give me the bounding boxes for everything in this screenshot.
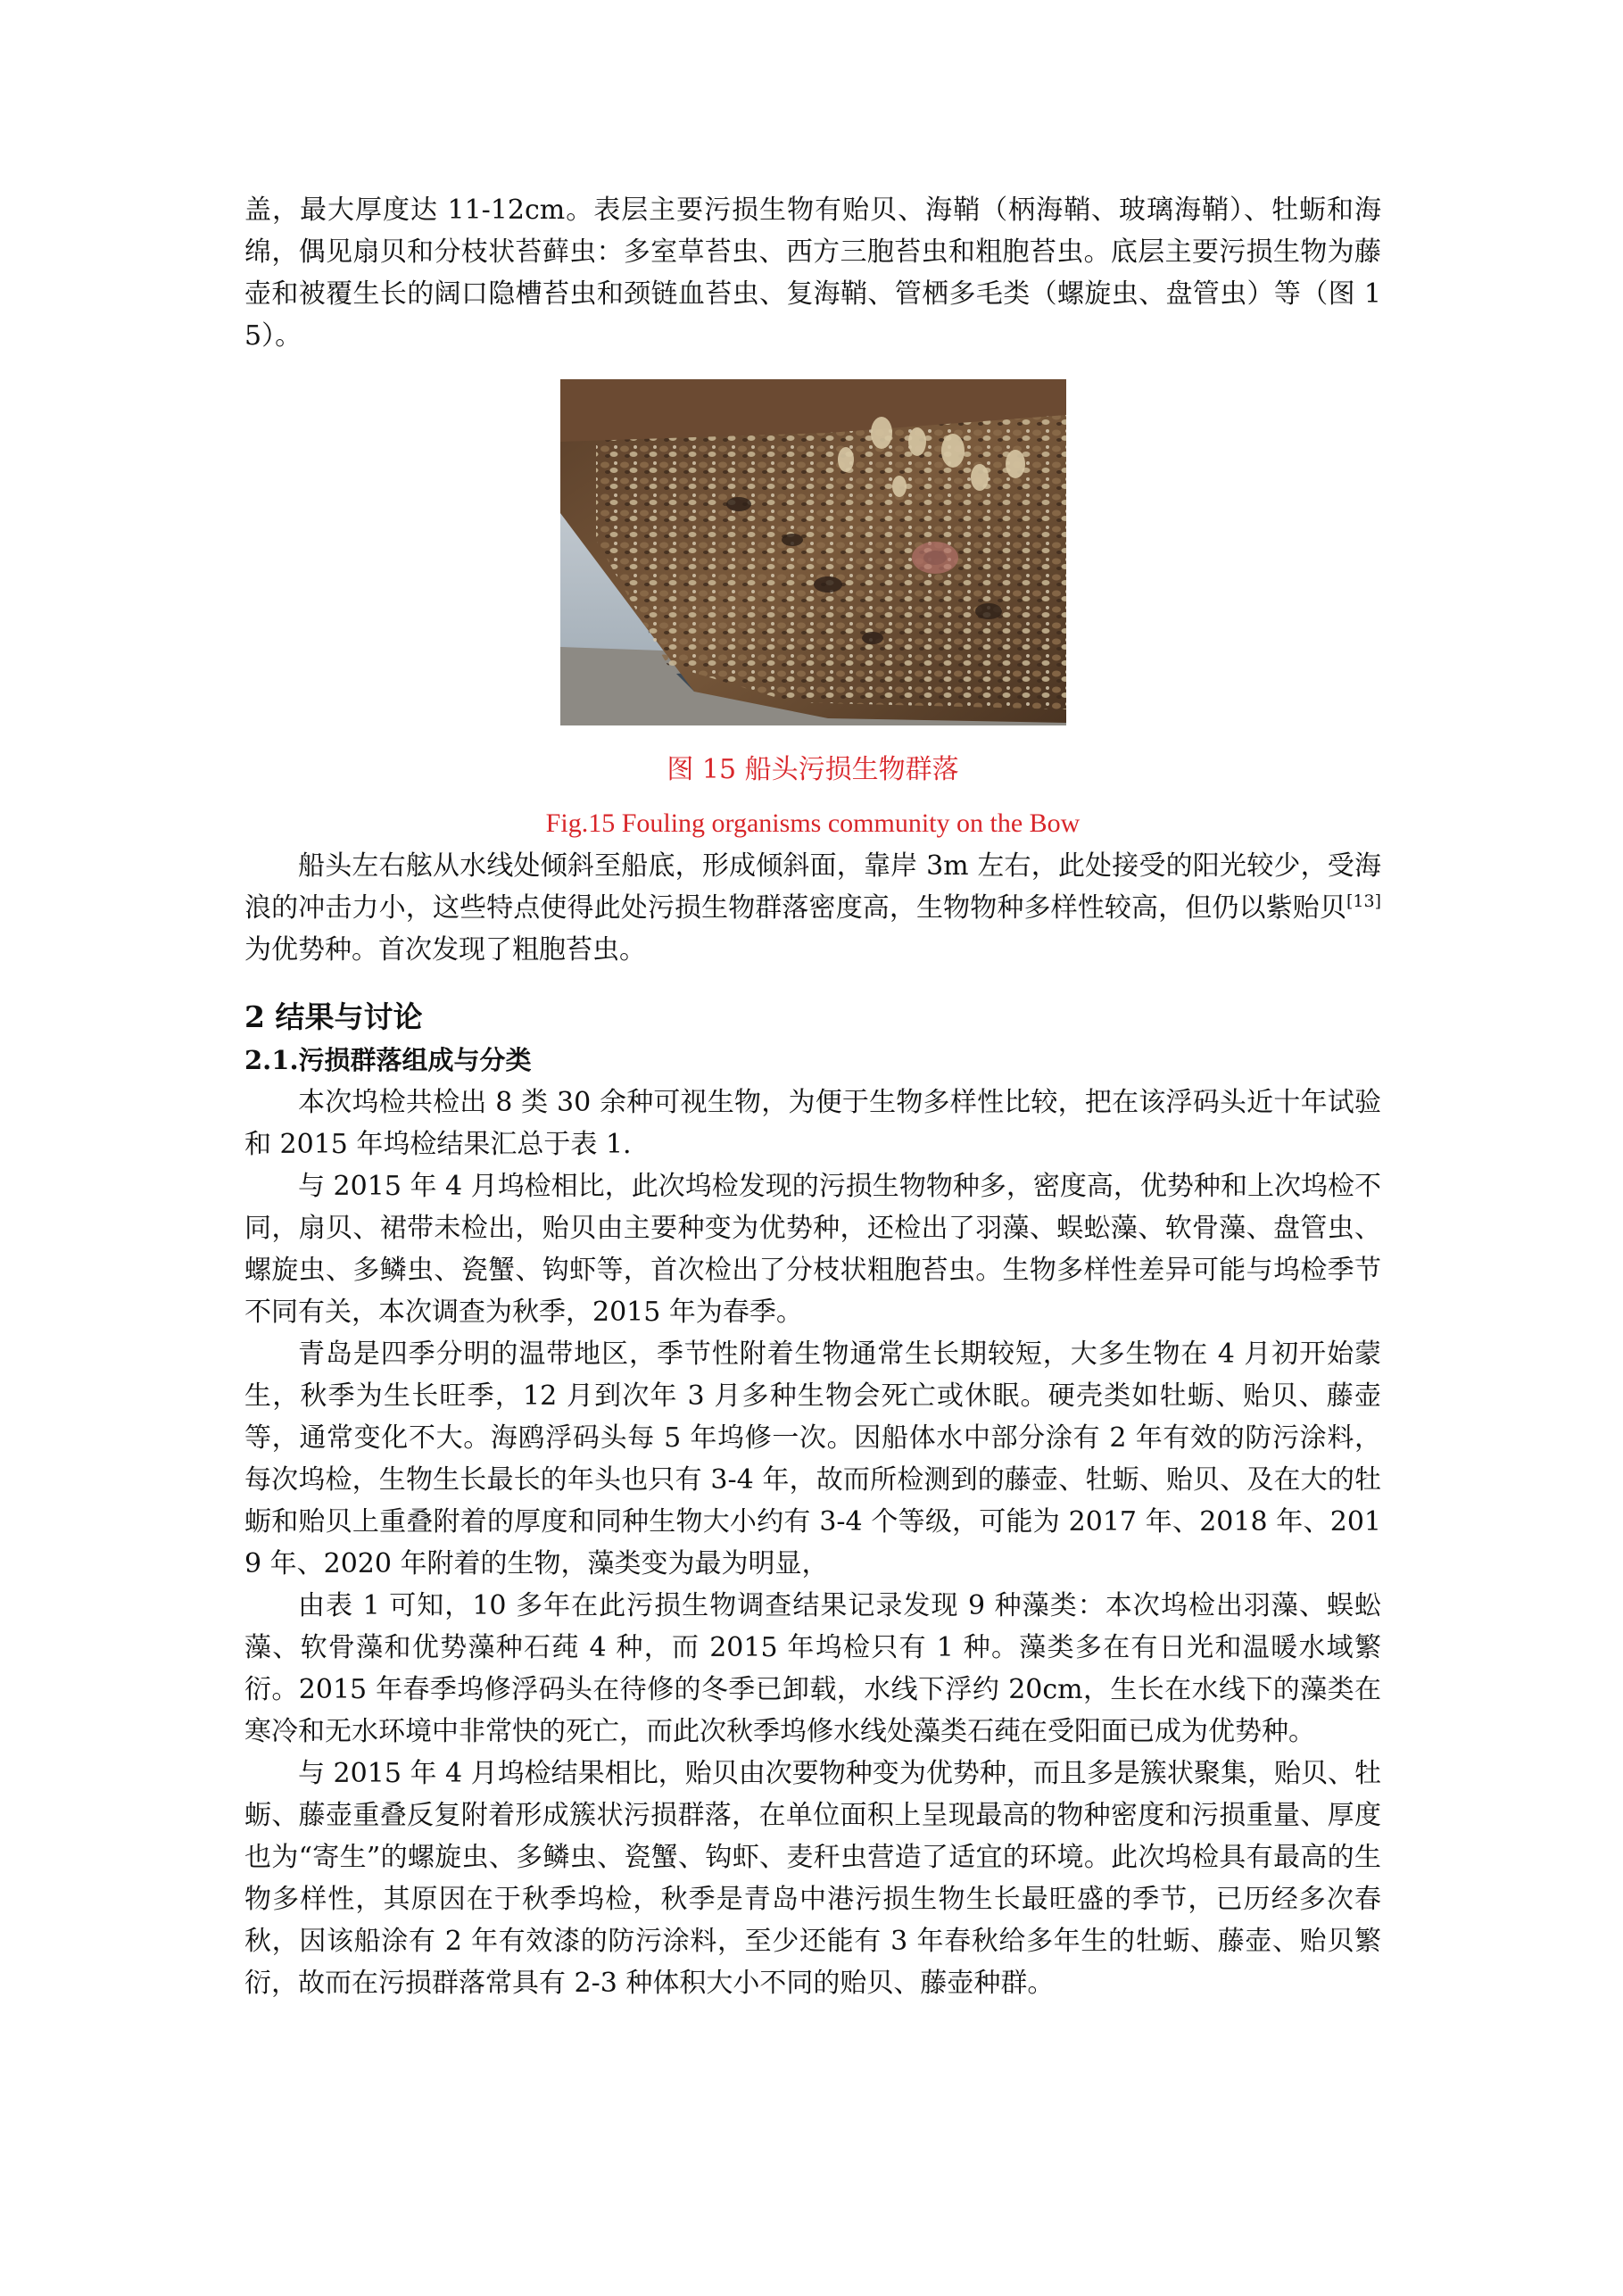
body-paragraph: 与 2015 年 4 月坞检相比，此次坞检发现的污损生物物种多，密度高，优势种和上次坞检不同，扇贝、裙带未检出，贻贝由主要种变为优势种，还检出了羽藻、蜈蚣藻、软骨藻、盘管虫、螺旋虫、多鳞虫、瓷蟹、钩虾等，首次检出了分枝状粗胞苔虫。生物多样性差异可能与坞检季节不同有关，本次调查为秋季，2015 年为春季。 [244, 1171, 1381, 1328]
section-heading: 2 结果与讨论 [244, 999, 423, 1034]
body-paragraph: 由表 1 可知，10 多年在此污损生物调查结果记录发现 9 种藻类：本次坞检出羽藻、蜈蚣藻、软骨藻和优势藻种石莼 4 种，而 2015 年坞检只有 1 种。藻类多在有日光和温暖水域繁衍。2015 年春季坞修浮码头在待修的冬季已卸载，水线下浮约 20cm，生长在水线下的藻类在寒冷和无水环境中非常快的死亡，而此次秋季坞修水线处藻类石莼在受阳面已成为优势种。 [244, 1590, 1381, 1747]
body-paragraph: 本次坞检共检出 8 类 30 余种可视生物，为便于生物多样性比较，把在该浮码头近十年试验和 2015 年坞检结果汇总于表 1. [244, 1087, 1381, 1160]
subsection-heading: 2.1.污损群落组成与分类 [244, 1045, 532, 1075]
citation-ref: [13] [1346, 891, 1381, 911]
figure-caption-english: Fig.15 Fouling organisms community on the Bow [545, 808, 1081, 838]
figure-caption-chinese: 图 15 船头污损生物群落 [667, 754, 959, 785]
bow-paragraph-text: 船头左右舷从水线处倾斜至船底，形成倾斜面，靠岸 3m 左右，此处接受的阳光较少，受海浪的冲击力小，这些特点使得此处污损生物群落密度高，生物物种多样性较高，但仍以紫贻贝 [244, 850, 1381, 924]
fouling-community-photo [560, 379, 1066, 725]
intro-paragraph: 盖，最大厚度达 11-12cm。表层主要污损生物有贻贝、海鞘（柄海鞘、玻璃海鞘）、牡蛎和海绵，偶见扇贝和分枝状苔藓虫：多室草苔虫、西方三胞苔虫和粗胞苔虫。底层主要污损生物为藤壶和被覆生长的阔口隐槽苔虫和颈链血苔虫、复海鞘、管栖多毛类（螺旋虫、盘管虫）等（图 15）。 [244, 195, 1381, 352]
bow-paragraph-text-end: 为优势种。首次发现了粗胞苔虫。 [244, 934, 646, 966]
body-paragraph: 青岛是四季分明的温带地区，季节性附着生物通常生长期较短，大多生物在 4 月初开始蒙生，秋季为生长旺季，12 月到次年 3 月多种生物会死亡或休眠。硬壳类如牡蛎、贻贝、藤壶等，通常变化不大。海鸥浮码头每 5 年坞修一次。因船体水中部分涂有 2 年有效的防污涂料，每次坞检，生物生长最长的年头也只有 3-4 年，故而所检测到的藤壶、牡蛎、贻贝、及在大的牡蛎和贻贝上重叠附着的厚度和同种生物大小约有 3-4 个等级，可能为 2017 年、2018 年、2019 年、2020 年附着的生物，藻类变为最为明显， [244, 1339, 1381, 1579]
page-content [244, 189, 1381, 2004]
body-paragraph: 与 2015 年 4 月坞检结果相比，贻贝由次要物种变为优势种，而且多是簇状聚集，贻贝、牡蛎、藤壶重叠反复附着形成簇状污损群落，在单位面积上呈现最高的物种密度和污损重量、厚度也为“寄生”的螺旋虫、多鳞虫、瓷蟹、钩虾、麦秆虫营造了适宜的环境。此次坞检具有最高的生物多样性，其原因在于秋季坞检，秋季是青岛中港污损生物生长最旺盛的季节，已历经多次春秋，因该船涂有 2 年有效漆的防污涂料，至少还能有 3 年春秋给多年生的牡蛎、藤壶、贻贝繁衍，故而在污损群落常具有 2-3 种体积大小不同的贻贝、藤壶种群。 [244, 1758, 1381, 1999]
bow-paragraph [244, 845, 1381, 971]
